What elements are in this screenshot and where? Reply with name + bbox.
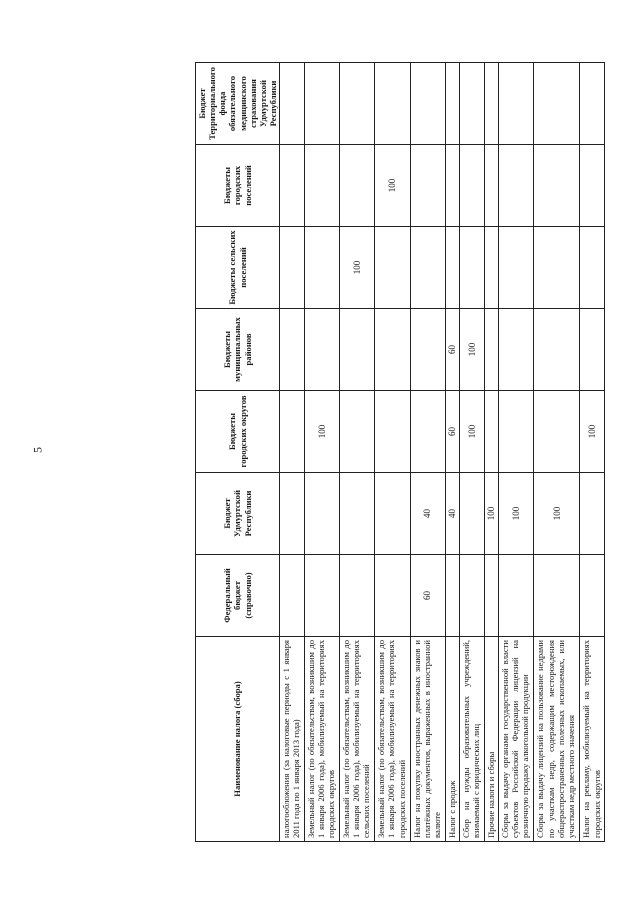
share-cell: 100 bbox=[484, 473, 498, 555]
share-cell bbox=[339, 145, 374, 227]
share-cell: 60 bbox=[445, 309, 459, 391]
tax-name-cell: Сборы за выдачу лицензий на пользование недрами по участкам недр, содержащим месторождения общераспространенных полезных ископаемых, или участкам недр местного значения bbox=[534, 637, 580, 842]
header-budget-5: Бюджеты сельских поселений bbox=[196, 227, 280, 309]
share-cell bbox=[484, 309, 498, 391]
share-cell: 100 bbox=[304, 391, 339, 473]
share-cell bbox=[375, 473, 410, 555]
share-cell bbox=[280, 391, 305, 473]
share-cell bbox=[534, 63, 580, 145]
table-row bbox=[410, 63, 445, 842]
share-cell bbox=[375, 391, 410, 473]
tax-name-cell: Налог на покупку иностранных денежных знаков и платёжных документов, выраженных в иностранной валюте bbox=[410, 637, 445, 842]
header-tax-name: Наименование налога (сбора) bbox=[196, 637, 280, 842]
tax-name-cell: Прочие налоги и сборы bbox=[484, 637, 498, 842]
table-row bbox=[460, 63, 485, 842]
share-cell bbox=[339, 473, 374, 555]
share-cell bbox=[580, 63, 605, 145]
header-budget-3: Бюджеты городских округов bbox=[196, 391, 280, 473]
share-cell bbox=[304, 145, 339, 227]
share-cell bbox=[339, 391, 374, 473]
share-cell: 40 bbox=[410, 473, 445, 555]
table-row bbox=[339, 63, 374, 842]
table-header-row bbox=[196, 63, 280, 842]
header-budget-2: Бюджет Удмуртской Республики bbox=[196, 473, 280, 555]
header-budget-4: Бюджеты муниципальных районов bbox=[196, 309, 280, 391]
header-budget-6: Бюджеты городских поселений bbox=[196, 145, 280, 227]
share-cell: 100 bbox=[499, 473, 534, 555]
share-cell bbox=[460, 555, 485, 637]
share-cell bbox=[580, 555, 605, 637]
share-cell bbox=[460, 473, 485, 555]
share-cell bbox=[499, 555, 534, 637]
share-cell: 100 bbox=[580, 391, 605, 473]
header-budget-1: Федеральный бюджет (справочно) bbox=[196, 555, 280, 637]
table-row bbox=[499, 63, 534, 842]
share-cell bbox=[304, 309, 339, 391]
share-cell bbox=[534, 309, 580, 391]
share-cell bbox=[280, 555, 305, 637]
table-row bbox=[304, 63, 339, 842]
share-cell bbox=[445, 63, 459, 145]
share-cell bbox=[499, 227, 534, 309]
table-row bbox=[445, 63, 459, 842]
share-cell: 100 bbox=[339, 227, 374, 309]
share-cell: 40 bbox=[445, 473, 459, 555]
table-row bbox=[375, 63, 410, 842]
table-container bbox=[195, 62, 605, 842]
share-cell bbox=[580, 309, 605, 391]
share-cell bbox=[375, 63, 410, 145]
share-cell bbox=[304, 227, 339, 309]
share-cell bbox=[410, 309, 445, 391]
share-cell bbox=[410, 63, 445, 145]
share-cell bbox=[445, 145, 459, 227]
share-cell: 60 bbox=[410, 555, 445, 637]
table-row bbox=[534, 63, 580, 842]
share-cell bbox=[484, 555, 498, 637]
share-cell bbox=[280, 473, 305, 555]
share-cell bbox=[280, 63, 305, 145]
share-cell bbox=[484, 145, 498, 227]
tax-distribution-table bbox=[195, 62, 605, 842]
share-cell bbox=[339, 63, 374, 145]
share-cell bbox=[280, 145, 305, 227]
share-cell bbox=[534, 391, 580, 473]
share-cell bbox=[280, 227, 305, 309]
share-cell bbox=[499, 145, 534, 227]
tax-name-cell: Налог на рекламу, мобилизуемый на территориях городских округов bbox=[580, 637, 605, 842]
tax-name-cell: Налог с продаж bbox=[445, 637, 459, 842]
header-budget-7: Бюджет Территориального фонда обязательного медицинского страхования Удмуртской Республики bbox=[196, 63, 280, 145]
tax-name-cell: Сборы за выдачу органами государственной власти субъектов Российской Федерации лицензий на розничную продажу алкогольной продукции bbox=[499, 637, 534, 842]
share-cell bbox=[410, 391, 445, 473]
share-cell: 100 bbox=[460, 309, 485, 391]
share-cell bbox=[304, 63, 339, 145]
share-cell bbox=[484, 63, 498, 145]
share-cell: 60 bbox=[445, 391, 459, 473]
share-cell bbox=[445, 555, 459, 637]
share-cell bbox=[484, 391, 498, 473]
share-cell bbox=[339, 309, 374, 391]
tax-name-cell: Земельный налог (по обязательствам, возникшим до 1 января 2006 года), мобилизуемый на территориях городских округов bbox=[304, 637, 339, 842]
share-cell bbox=[484, 227, 498, 309]
table-row bbox=[580, 63, 605, 842]
share-cell bbox=[280, 309, 305, 391]
share-cell bbox=[499, 309, 534, 391]
share-cell: 100 bbox=[534, 473, 580, 555]
share-cell: 100 bbox=[460, 391, 485, 473]
share-cell bbox=[445, 227, 459, 309]
share-cell bbox=[375, 309, 410, 391]
share-cell bbox=[534, 145, 580, 227]
share-cell: 100 bbox=[375, 145, 410, 227]
share-cell bbox=[339, 555, 374, 637]
share-cell bbox=[410, 227, 445, 309]
share-cell bbox=[580, 227, 605, 309]
tax-name-cell: Сбор на нужды образовательных учреждений, взимаемый с юридических лиц bbox=[460, 637, 485, 842]
share-cell bbox=[410, 145, 445, 227]
table-row bbox=[280, 63, 305, 842]
tax-name-cell: Земельный налог (по обязательствам, возникшим до 1 января 2006 года), мобилизуемый на территориях сельских поселений bbox=[339, 637, 374, 842]
table-row bbox=[484, 63, 498, 842]
share-cell bbox=[375, 227, 410, 309]
share-cell bbox=[534, 555, 580, 637]
share-cell bbox=[499, 63, 534, 145]
share-cell bbox=[375, 555, 410, 637]
share-cell bbox=[460, 63, 485, 145]
share-cell bbox=[534, 227, 580, 309]
tax-name-cell: Земельный налог (по обязательствам, возникшим до 1 января 2006 года), мобилизуемый на территориях городских поселений bbox=[375, 637, 410, 842]
share-cell bbox=[499, 391, 534, 473]
share-cell bbox=[580, 473, 605, 555]
share-cell bbox=[304, 555, 339, 637]
tax-name-cell: налогообложения (за налоговые периоды с 1 января 2011 года по 1 января 2013 года) bbox=[280, 637, 305, 842]
share-cell bbox=[460, 227, 485, 309]
page-number: 5 bbox=[30, 447, 45, 453]
share-cell bbox=[460, 145, 485, 227]
share-cell bbox=[580, 145, 605, 227]
share-cell bbox=[304, 473, 339, 555]
